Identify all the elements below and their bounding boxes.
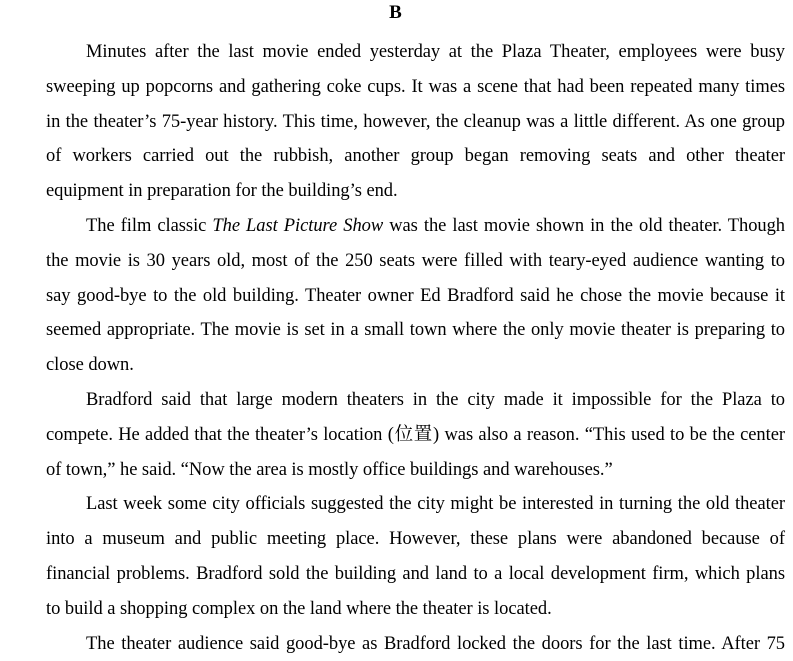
paragraph-line: equipment in preparation for the building’s end. bbox=[46, 181, 398, 202]
paragraph-line: close down. bbox=[46, 355, 134, 376]
paragraph-line: seemed appropriate. The movie is set in a small town where the only movie theater is preparing to bbox=[46, 320, 785, 341]
paragraph-line: of workers carried out the rubbish, another group began removing seats and other theater bbox=[46, 146, 785, 167]
text-run: was the last movie shown in the old theater. Though bbox=[383, 215, 785, 236]
paragraph-1 bbox=[6, 35, 785, 209]
paragraph-line: the movie is 30 years old, most of the 250 seats were filled with teary-eyed audience wanting to bbox=[46, 250, 785, 271]
paragraph-line: Minutes after the last movie ended yesterday at the Plaza Theater, employees were busy bbox=[86, 42, 785, 62]
paragraph-line: compete. He added that the theater’s location (位置) was also a reason. “This used to be the center bbox=[46, 424, 785, 445]
paragraph-3 bbox=[6, 383, 785, 487]
paragraph-line: Last week some city officials suggested the city might be interested in turning the old theater bbox=[86, 494, 785, 515]
document-page bbox=[6, 0, 785, 661]
paragraph-line: in the theater’s 75-year history. This time, however, the cleanup was a little different. As one group bbox=[46, 111, 785, 132]
paragraph-line: say good-bye to the old building. Theater owner Ed Bradford said he chose the movie because it bbox=[46, 285, 785, 306]
film-title: The Last Picture Show bbox=[212, 215, 384, 236]
paragraph-line: of town,” he said. “Now the area is mostly office buildings and warehouses.” bbox=[46, 459, 613, 480]
paragraph-5 bbox=[6, 627, 785, 661]
paragraph-line: financial problems. Bradford sold the building and land to a local development firm, which plans bbox=[46, 563, 785, 584]
paragraph-line: to build a shopping complex on the land where the theater is located. bbox=[46, 598, 552, 619]
text-run: The film classic bbox=[86, 215, 213, 236]
paragraph-line: Bradford said that large modern theaters in the city made it impossible for the Plaza to bbox=[86, 389, 785, 410]
section-label: B bbox=[389, 2, 402, 23]
paragraph-line: into a museum and public meeting place. However, these plans were abandoned because of bbox=[46, 529, 785, 550]
paragraph-2 bbox=[6, 209, 785, 383]
paragraph-line: sweeping up popcorns and gathering coke cups. It was a scene that had been repeated many times bbox=[46, 76, 785, 97]
paragraph-line: The theater audience said good-bye as Bradford locked the doors for the last time. After 75 bbox=[86, 633, 785, 654]
paragraph-line bbox=[6, 209, 785, 244]
paragraph-4 bbox=[6, 487, 785, 626]
